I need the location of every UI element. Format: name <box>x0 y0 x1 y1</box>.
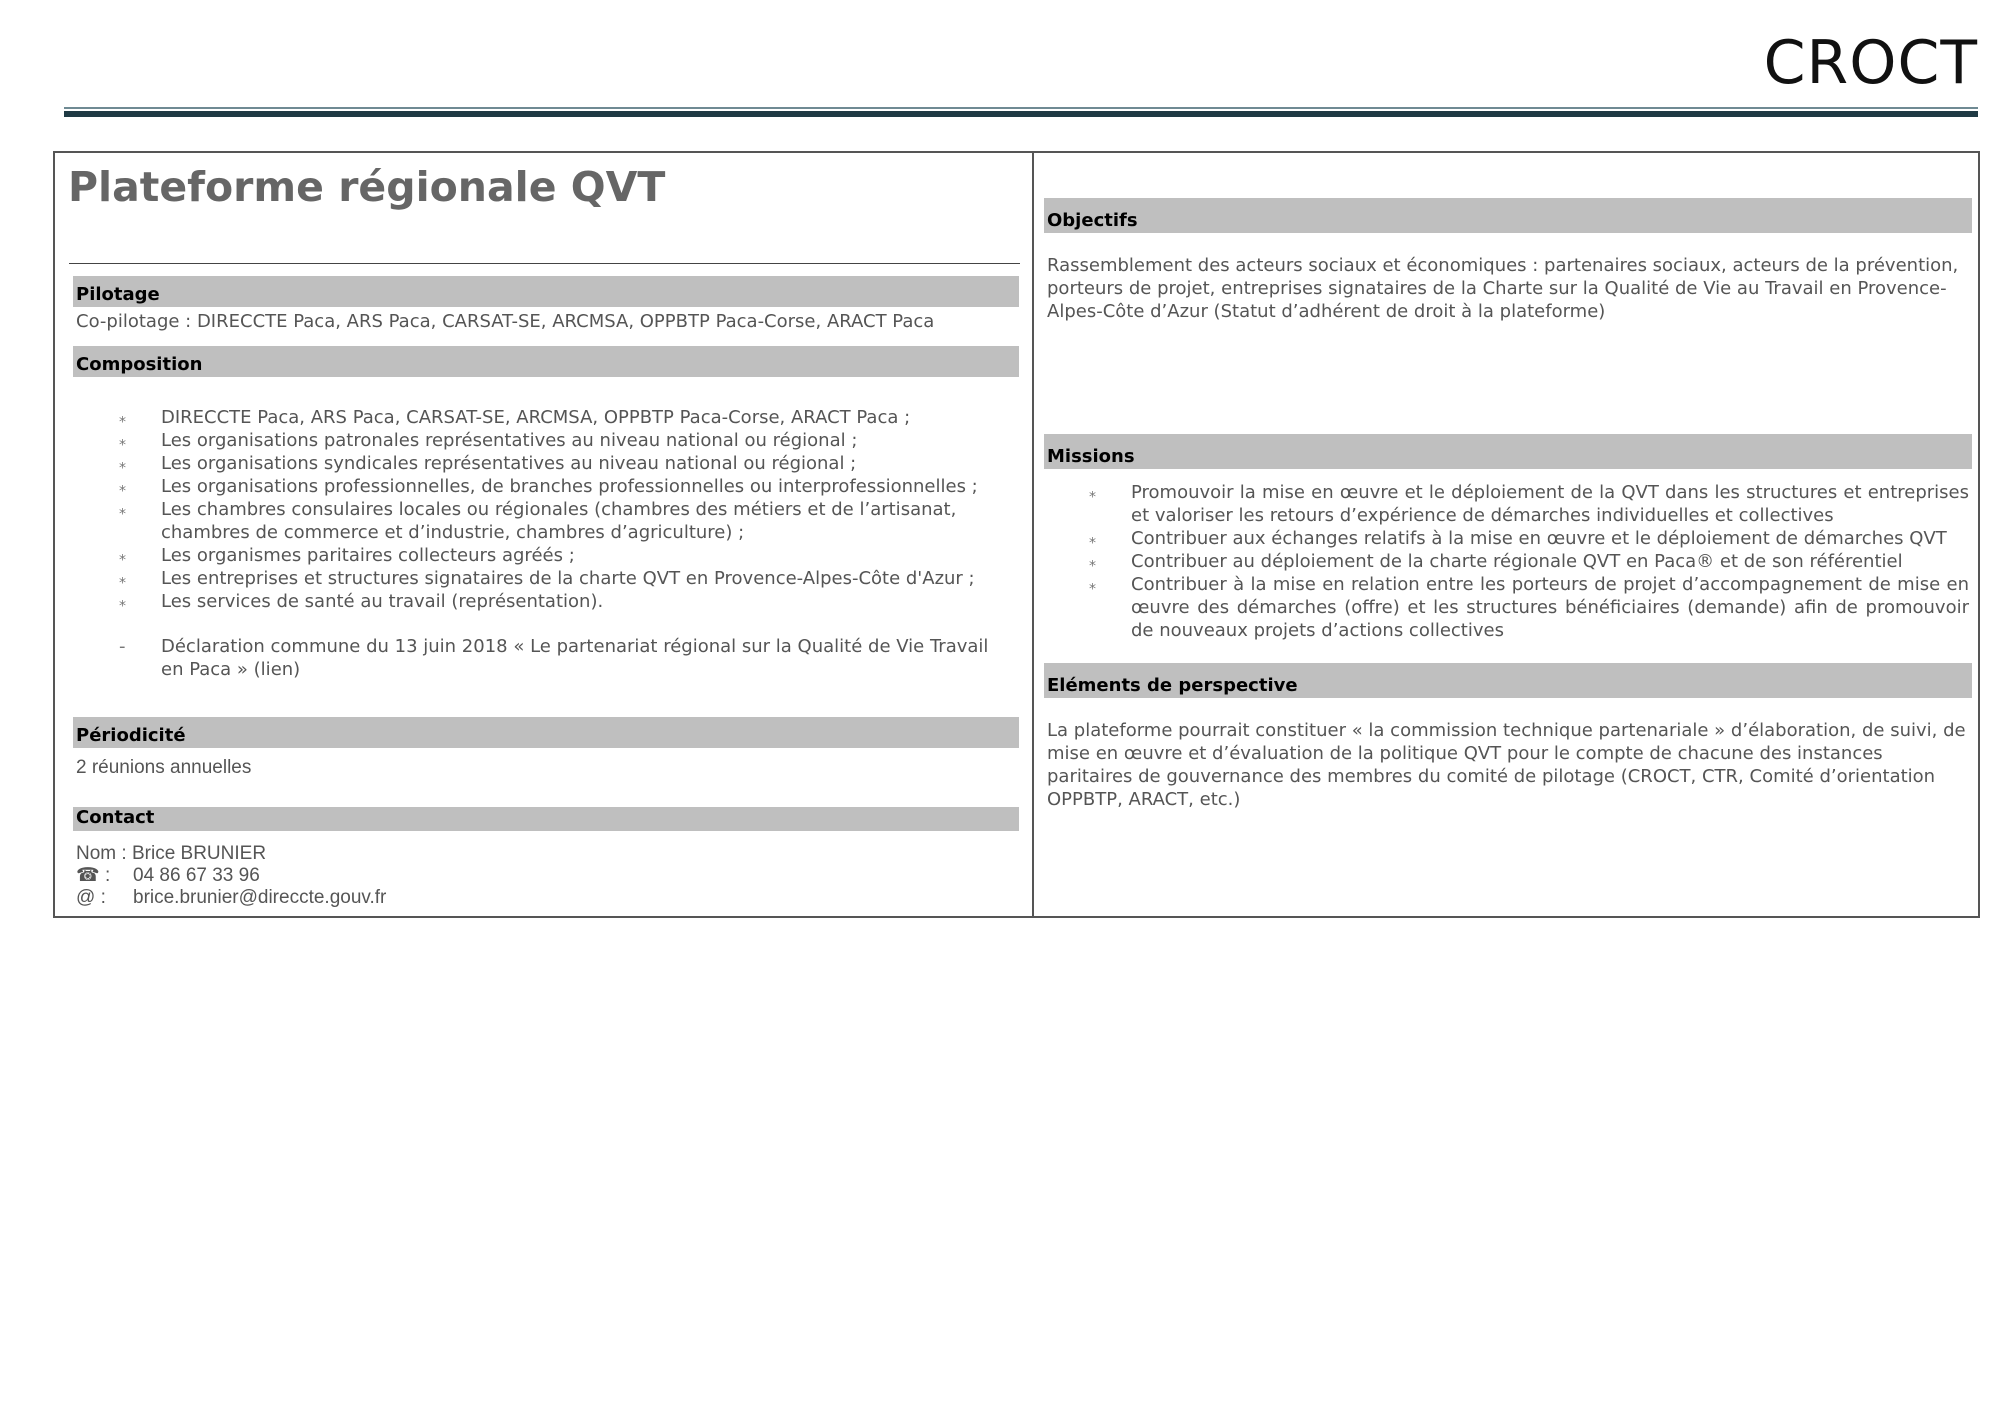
contact-email[interactable]: @ : brice.brunier@direccte.gouv.fr <box>76 887 387 908</box>
list-item: ⁎ Promouvoir la mise en œuvre et le déploiement de la QVT dans les structures et entreprises et valoriser les retours d’expérience de démarches individuelles et collectives <box>1089 482 1969 526</box>
declaration-link[interactable]: - Déclaration commune du 13 juin 2018 « Le partenariat régional sur la Qualité de Vie Travail en Paca » (lien) <box>119 636 989 680</box>
list-item: ⁎ Contribuer à la mise en relation entre les porteurs de projet d’accompagnement de mise en œuvre des démarches (offre) et les structures bénéficiaires (demande) afin de promouvoir de nouveaux projets d’actions collectives <box>1089 574 1969 641</box>
list-item: ⁎ Les entreprises et structures signataires de la charte QVT en Provence-Alpes-Côte d'Azur ; <box>119 568 975 589</box>
pilotage-heading: Pilotage <box>73 276 1019 307</box>
missions-heading: Missions <box>1044 434 1972 469</box>
list-item: ⁎ Les organismes paritaires collecteurs agréés ; <box>119 545 575 566</box>
list-item: ⁎ Contribuer au déploiement de la charte régionale QVT en Paca® et de son référentiel <box>1089 551 1903 572</box>
periodicite-text: 2 réunions annuelles <box>76 757 252 778</box>
periodicite-heading: Périodicité <box>73 717 1019 748</box>
perspective-text: La plateforme pourrait constituer « la commission technique partenariale » d’élaboration, de suivi, de mise en œuvre et d’évaluation de la politique QVT pour le compte de chacune des instances paritaires de gouvernance des membres du comité de pilotage (CROCT, CTR, Comité d’orientation OPPBTP, ARACT, etc.) <box>1047 720 1966 810</box>
objectifs-heading: Objectifs <box>1044 198 1972 233</box>
page-title: Plateforme régionale QVT <box>68 163 666 211</box>
list-item: ⁎ Les services de santé au travail (représentation). <box>119 591 604 612</box>
composition-list <box>119 406 1011 613</box>
brand-title: CROCT <box>1763 28 1978 98</box>
info-table <box>53 151 1980 918</box>
column-divider <box>1032 153 1034 916</box>
composition-heading: Composition <box>73 346 1019 377</box>
phone-icon: ☎ : <box>76 865 111 886</box>
contact-name: Nom : Brice BRUNIER <box>76 843 267 864</box>
contact-heading: Contact <box>73 807 1019 831</box>
perspective-heading: Eléments de perspective <box>1044 663 1972 698</box>
list-item: ⁎ Contribuer aux échanges relatifs à la mise en œuvre et le déploiement de démarches QVT <box>1089 528 1947 549</box>
header-rule-thick <box>64 111 1978 117</box>
list-item: ⁎ Les organisations professionnelles, de branches professionnelles ou interprofessionnelles ; <box>119 476 978 497</box>
contact-phone: ☎ : 04 86 67 33 96 <box>76 865 260 886</box>
list-item: ⁎ DIRECCTE Paca, ARS Paca, CARSAT-SE, ARCMSA, OPPBTP Paca-Corse, ARACT Paca ; <box>119 407 911 428</box>
at-icon: @ : <box>76 887 106 908</box>
title-rule <box>69 263 1020 264</box>
missions-list <box>1089 481 1969 642</box>
list-item: ⁎ Les chambres consulaires locales ou régionales (chambres des métiers et de l’artisanat, chambres de commerce et d’industrie, chambres d’agriculture) ; <box>119 499 957 543</box>
header-rule-thin <box>64 107 1978 109</box>
list-item: ⁎ Les organisations patronales représentatives au niveau national ou régional ; <box>119 430 858 451</box>
objectifs-text: Rassemblement des acteurs sociaux et économiques : partenaires sociaux, acteurs de la prévention, porteurs de projet, entreprises signataires de la Charte sur la Qualité de Vie au Travail en Provence-Alpes-Côte d’Azur (Statut d’adhérent de droit à la plateforme) <box>1047 255 1959 322</box>
declaration-list <box>119 635 1011 681</box>
list-item: ⁎ Les organisations syndicales représentatives au niveau national ou régional ; <box>119 453 857 474</box>
pilotage-text: Co-pilotage : DIRECCTE Paca, ARS Paca, CARSAT-SE, ARCMSA, OPPBTP Paca-Corse, ARACT Paca <box>76 311 935 332</box>
